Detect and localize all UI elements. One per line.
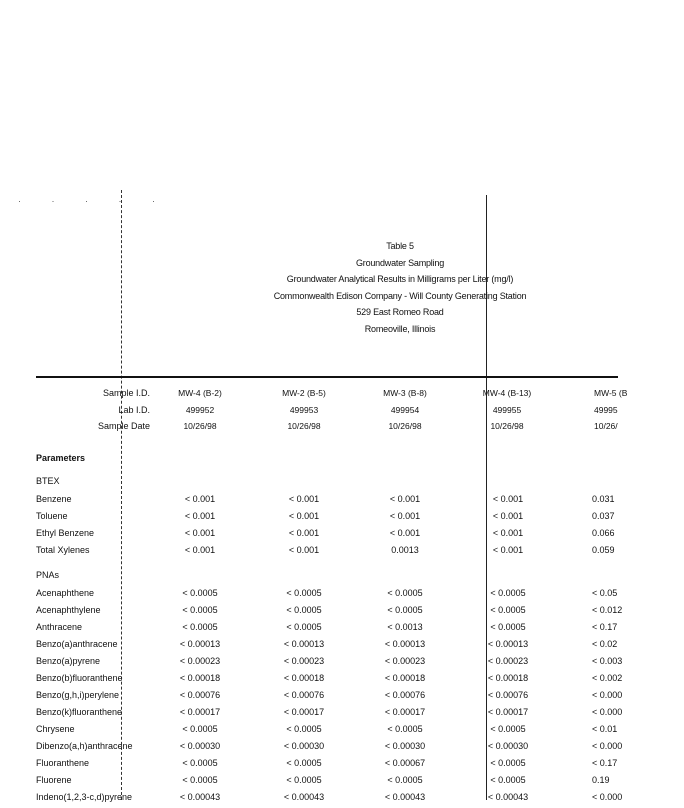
result-value: < 0.0005	[182, 758, 218, 768]
result-value: < 0.012	[592, 605, 623, 615]
result-value: < 0.00018	[384, 673, 426, 683]
result-value: < 0.0005	[490, 758, 526, 768]
table-city: Romeoville, Illinois	[364, 323, 436, 334]
table-row	[0, 707, 623, 723]
result-value: 0.066	[592, 528, 615, 538]
result-value: < 0.0005	[182, 724, 218, 734]
result-value: < 0.00043	[487, 792, 529, 802]
result-value: < 0.001	[492, 528, 524, 538]
result-value: < 0.00023	[283, 656, 325, 666]
result-value: < 0.02	[592, 639, 618, 649]
parameters-heading: Parameters	[36, 453, 86, 463]
table-row	[0, 724, 618, 740]
table-subtitle: Groundwater Sampling	[355, 257, 445, 268]
result-value: 0.037	[592, 511, 615, 521]
sample-lab-col-2: 499953	[289, 404, 319, 415]
parameter-name: Benzo(a)pyrene	[36, 656, 101, 666]
result-value: < 0.00076	[384, 690, 426, 700]
result-value: < 0.003	[592, 656, 623, 666]
result-value: < 0.00076	[283, 690, 325, 700]
result-value: < 0.00017	[179, 707, 221, 717]
header-rule	[36, 376, 618, 378]
parameter-name: Toluene	[36, 511, 68, 521]
result-value: < 0.00017	[487, 707, 529, 717]
result-value: < 0.002	[592, 673, 623, 683]
result-value: < 0.00030	[283, 741, 325, 751]
result-value: < 0.00043	[283, 792, 325, 802]
result-value: < 0.0005	[286, 588, 322, 598]
result-value: < 0.001	[288, 494, 320, 504]
sample-date-col-1: 10/26/98	[183, 421, 217, 431]
table-row	[0, 545, 618, 561]
sample-date-col-3: 10/26/98	[388, 421, 422, 431]
result-value: < 0.0005	[182, 775, 218, 785]
result-value: < 0.0005	[387, 724, 423, 734]
result-value: < 0.001	[184, 511, 216, 521]
result-value: < 0.0005	[387, 605, 423, 615]
parameter-name: Benzene	[36, 494, 72, 504]
result-value: < 0.00030	[487, 741, 529, 751]
sample-id-col-4: MW-4 (B-13)	[482, 388, 532, 398]
table-title: Table 5	[386, 241, 414, 251]
label-sample-date: Sample Date	[97, 421, 150, 431]
parameter-name: Acenaphthylene	[36, 605, 101, 615]
result-value: < 0.00043	[384, 792, 426, 802]
table-row	[0, 775, 618, 791]
result-value: < 0.001	[288, 528, 320, 538]
result-value: < 0.001	[389, 528, 421, 538]
result-value: < 0.001	[389, 494, 421, 504]
result-value: < 0.17	[592, 622, 618, 632]
section-heading-btex: BTEX	[36, 476, 60, 486]
parameter-name: Dibenzo(a,h)anthracene	[36, 741, 133, 751]
parameter-name: Benzo(k)fluoranthene	[36, 707, 123, 717]
result-value: 0.031	[592, 494, 615, 504]
table-row	[0, 511, 618, 527]
result-value: < 0.0005	[490, 775, 526, 785]
section-heading-pnas: PNAs	[36, 570, 60, 580]
parameter-name: Total Xylenes	[36, 545, 90, 555]
result-value: < 0.00030	[384, 741, 426, 751]
result-value: < 0.0005	[182, 588, 218, 598]
result-value: < 0.0005	[286, 605, 322, 615]
result-value: < 0.001	[389, 511, 421, 521]
table-row	[0, 605, 623, 621]
parameter-name: Fluoranthene	[36, 758, 90, 768]
table-row	[0, 622, 618, 638]
result-value: < 0.0005	[490, 605, 526, 615]
result-value: < 0.0013	[387, 622, 423, 632]
result-value: < 0.001	[492, 545, 524, 555]
table-row	[0, 494, 618, 510]
table-row	[0, 792, 623, 808]
result-value: < 0.0005	[286, 758, 322, 768]
scan-specks: · · · · ·	[18, 196, 169, 206]
sample-date-col-2: 10/26/98	[287, 421, 321, 431]
result-value: < 0.00018	[179, 673, 221, 683]
parameter-name: Acenaphthene	[36, 588, 95, 598]
result-value: < 0.00013	[487, 639, 529, 649]
sample-lab-col-5: 49995	[594, 404, 618, 415]
sample-lab-col-1: 499952	[185, 404, 215, 415]
result-value: < 0.00067	[384, 758, 426, 768]
result-value: < 0.00023	[384, 656, 426, 666]
result-value: < 0.000	[592, 741, 623, 751]
table-row	[0, 588, 618, 604]
result-value: < 0.001	[492, 511, 524, 521]
result-value: < 0.0005	[490, 588, 526, 598]
result-value: < 0.001	[288, 511, 320, 521]
result-value: < 0.00013	[283, 639, 325, 649]
table-row	[0, 639, 618, 655]
label-lab-id: Lab I.D.	[118, 405, 150, 415]
result-value: < 0.001	[184, 528, 216, 538]
result-value: < 0.00043	[179, 792, 221, 802]
result-value: < 0.000	[592, 690, 623, 700]
result-value: < 0.00018	[283, 673, 325, 683]
result-value: < 0.001	[184, 494, 216, 504]
table-title-block	[270, 238, 530, 338]
result-value: 0.0013	[391, 545, 419, 555]
table-row	[0, 690, 623, 706]
result-value: < 0.0005	[182, 605, 218, 615]
parameter-name: Ethyl Benzene	[36, 528, 95, 538]
result-value: 0.059	[592, 545, 615, 555]
result-value: < 0.00076	[179, 690, 221, 700]
result-value: < 0.0005	[490, 724, 526, 734]
parameter-name: Benzo(b)fluoranthene	[36, 673, 123, 683]
result-value: < 0.00018	[487, 673, 529, 683]
result-value: < 0.001	[184, 545, 216, 555]
sample-id-col-2: MW-2 (B-5)	[282, 388, 326, 398]
result-value: < 0.00017	[384, 707, 426, 717]
sample-id-col-5: MW-5 (B	[594, 388, 628, 398]
result-value: < 0.00023	[179, 656, 221, 666]
parameter-name: Benzo(g,h,i)perylene	[36, 690, 120, 700]
result-value: < 0.01	[592, 724, 618, 734]
result-value: < 0.0005	[387, 588, 423, 598]
result-value: 0.19	[592, 775, 610, 785]
result-value: < 0.0005	[286, 775, 322, 785]
result-value: < 0.17	[592, 758, 618, 768]
parameter-name: Fluorene	[36, 775, 72, 785]
result-value: < 0.05	[592, 588, 618, 598]
result-value: < 0.001	[288, 545, 320, 555]
table-row	[0, 528, 618, 544]
sample-id-col-1: MW-4 (B-2)	[178, 388, 222, 398]
result-value: < 0.00017	[283, 707, 325, 717]
result-value: < 0.00013	[384, 639, 426, 649]
result-value: < 0.0005	[182, 622, 218, 632]
table-client: Commonwealth Edison Company - Will County Generating Station	[273, 290, 527, 301]
result-value: < 0.00013	[179, 639, 221, 649]
result-value: < 0.001	[492, 494, 524, 504]
table-row	[0, 656, 623, 672]
result-value: < 0.00030	[179, 741, 221, 751]
parameter-name: Benzo(a)anthracene	[36, 639, 118, 649]
sample-date-col-5: 10/26/	[594, 421, 618, 431]
result-value: < 0.0005	[490, 622, 526, 632]
sample-id-col-3: MW-3 (B-8)	[383, 388, 427, 398]
table-units: Groundwater Analytical Results in Milligrams per Liter (mg/l)	[286, 274, 514, 285]
label-sample-id: Sample I.D.	[102, 388, 150, 398]
sample-lab-col-3: 499954	[390, 404, 420, 415]
result-value: < 0.0005	[387, 775, 423, 785]
result-value: < 0.000	[592, 707, 623, 717]
table-row	[0, 741, 623, 757]
result-value: < 0.00076	[487, 690, 529, 700]
table-address: 529 East Romeo Road	[356, 307, 444, 318]
result-value: < 0.0005	[286, 622, 322, 632]
sample-date-col-4: 10/26/98	[490, 421, 524, 431]
result-value: < 0.000	[592, 792, 623, 802]
table-row	[0, 673, 623, 689]
table-row	[0, 758, 618, 774]
parameter-name: Indeno(1,2,3-c,d)pyrene	[36, 792, 133, 802]
result-value: < 0.00023	[487, 656, 529, 666]
parameter-name: Anthracene	[36, 622, 83, 632]
parameter-name: Chrysene	[36, 724, 75, 734]
sample-lab-col-4: 499955	[492, 404, 522, 415]
result-value: < 0.0005	[286, 724, 322, 734]
